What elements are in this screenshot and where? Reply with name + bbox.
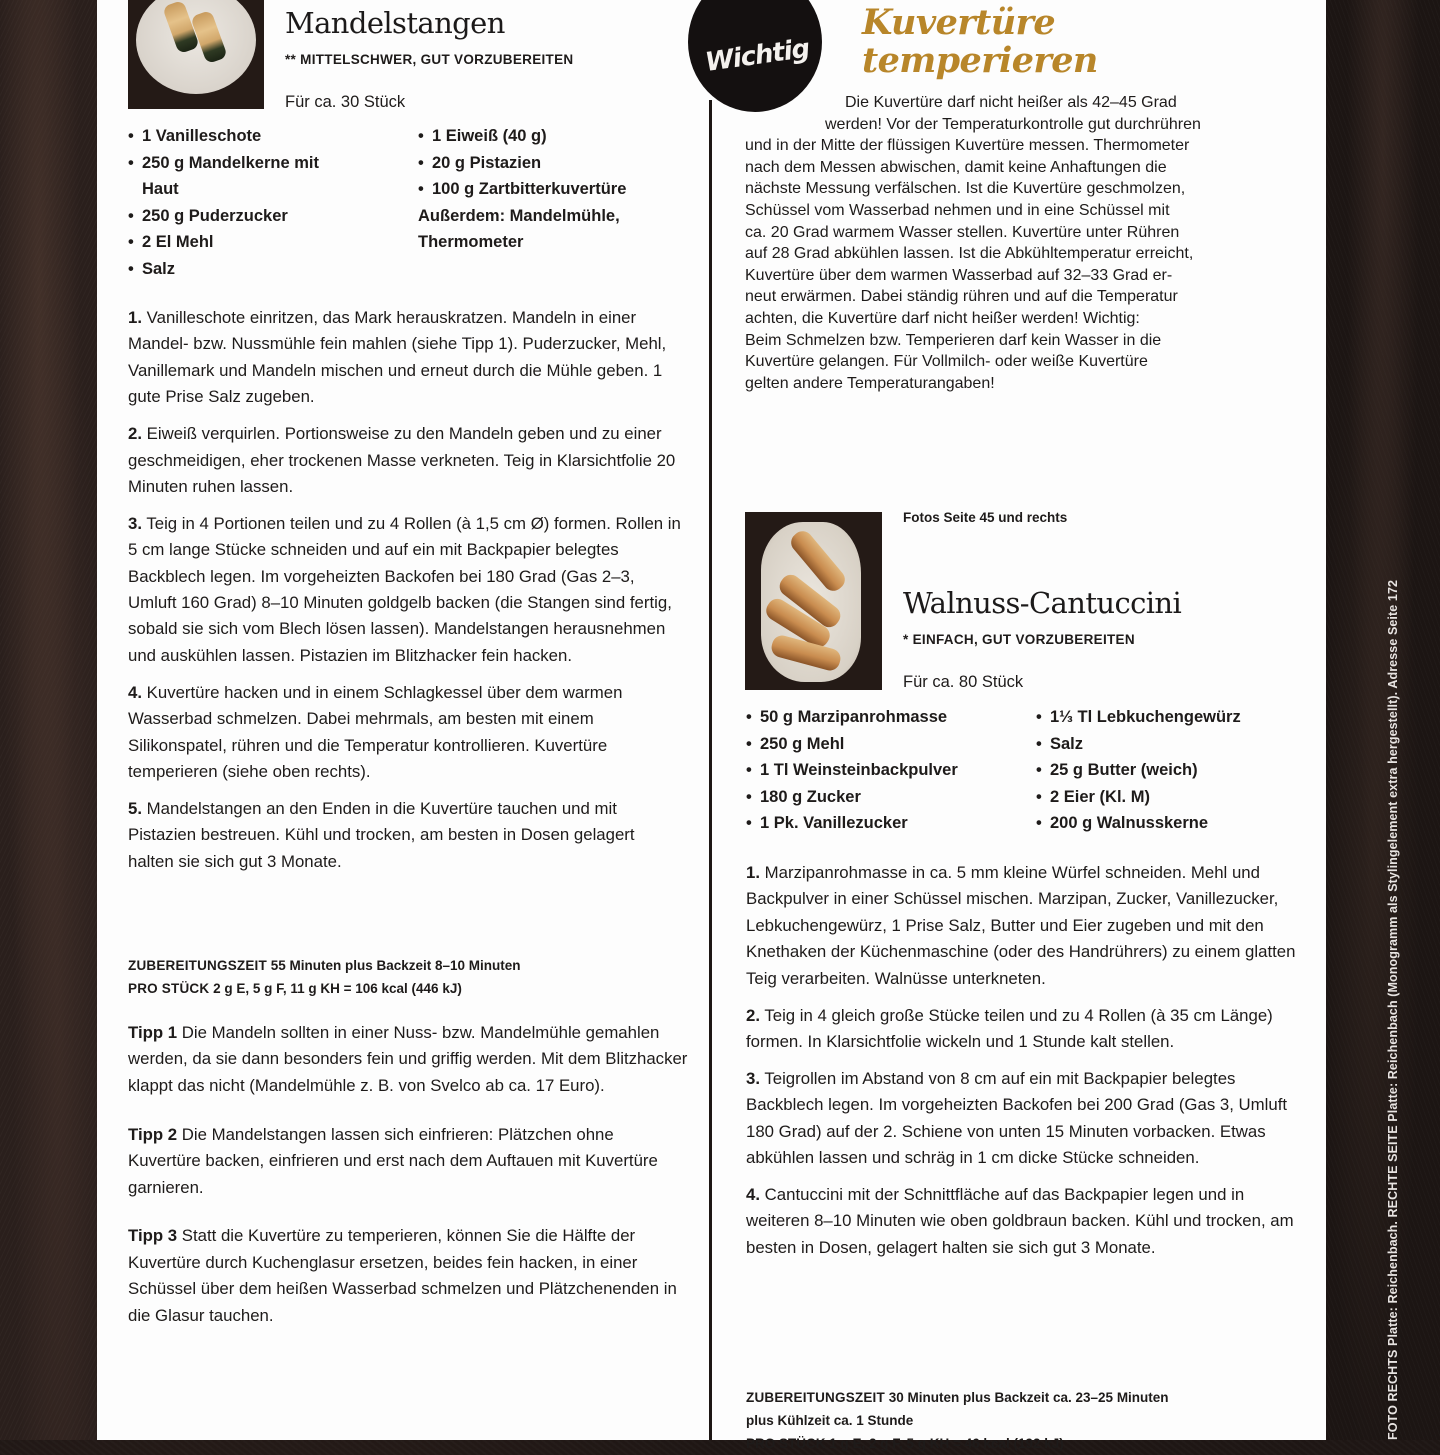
step-1 [128, 305, 683, 411]
step-text: Marzipanrohmasse in ca. 5 mm kleine Würfel schneiden. Mehl und Backpulver in einer Schüssel mischen. Marzipan, Zucker, Vanillezucker, Lebkuchengewürz, 1 Prise Salz, Butter und Eier zugeben und mit den Knethaken der Küchenmaschine (oder des Handrührers) zu einem glatten Teig verarbeiten. Walnüsse unterkneten. [746, 863, 1296, 988]
ingredient-item: • Salz [128, 256, 319, 283]
ingredient-item: • 200 g Walnusskerne [1036, 810, 1241, 837]
step-number: 3. [746, 1068, 760, 1088]
photo-caption: Fotos Seite 45 und rechts [903, 510, 1068, 525]
ingredient-item: • 20 g Pistazien [418, 150, 626, 177]
instructions-mandelstangen [128, 305, 683, 886]
step-number: 5. [128, 798, 142, 818]
text-line: neut erwärmen. Dabei ständig rühren und auf die Temperatur [745, 288, 1178, 306]
text-line: auf 28 Grad abkühlen lassen. Ist die Abkühltemperatur erreicht, [745, 245, 1194, 263]
ingredient-item: • 1 Tl Weinsteinbackpulver [746, 757, 958, 784]
ingredients-list-col2 [418, 123, 626, 256]
ingredient-item: • 1 Pk. Vanillezucker [746, 810, 958, 837]
background-texture-left [0, 0, 97, 1440]
text-line: achten, die Kuvertüre darf nicht heißer werden! Wichtig: [745, 309, 1140, 327]
ingredients-list-col1 [746, 704, 958, 837]
step-4 [746, 1182, 1296, 1261]
step-text: Mandelstangen an den Enden in die Kuvertüre tauchen und mit Pistazien bestreuen. Kühl und trocken, am besten in Dosen gelagert halten sie sich gut 3 Monate. [128, 798, 635, 871]
step-3 [128, 511, 683, 669]
tip-text: Die Mandeln sollten in einer Nuss- bzw. Mandelmühle gemahlen werden, da sie dann besonders fein und griffig werden. Mit dem Blitzhacker klappt das nicht (Mandelmühle z. B. von Svelco ab ca. 17 Euro). [128, 1023, 688, 1095]
tip-3 [128, 1223, 688, 1329]
cantuccini-photo [745, 512, 882, 690]
step-text: Vanilleschote einritzen, das Mark herauskratzen. Mandeln in einer Mandel- bzw. Nussmühle fein mahlen (siehe Tipp 1). Puderzucker, Mehl, Vanillemark und Mandeln mischen und erneut durch die Mühle geben. 1 gute Prise Salz zugeben. [128, 308, 667, 407]
ingredient-item: • 250 g Puderzucker [128, 203, 319, 230]
ingredient-item: • 50 g Marzipanrohmasse [746, 704, 958, 731]
equipment-note: Außerdem: Mandelmühle, [418, 206, 620, 225]
nutrition-info-cantuccini [746, 1386, 1169, 1455]
photo-credit-strip: FOTO RECHTS Platte: Reichenbach. RECHTE SEITE Platte: Reichenbach (Monogramm als Stylingelement extra hergestellt). Adresse Seite 172 [1386, 579, 1400, 1440]
tip-text: Statt die Kuvertüre zu temperieren, können Sie die Hälfte der Kuvertüre durch Kuchenglasur ersetzen, beides fein hacken, in einer Schüssel über dem heißen Wasserbad schmelzen und Plätzchenenden in die Glasur tauchen. [128, 1226, 677, 1325]
text-line: Beim Schmelzen bzw. Temperieren darf kein Wasser in die [745, 331, 1162, 349]
chill-time: plus Kühlzeit ca. 1 Stunde [746, 1413, 914, 1428]
background-texture-right [1326, 0, 1440, 1440]
step-1 [746, 860, 1296, 992]
tip-label: Tipp 3 [128, 1226, 178, 1246]
recipe-title-mandelstangen: Mandelstangen [285, 6, 505, 40]
ingredient-item: • Salz [1036, 731, 1241, 758]
step-number: 4. [746, 1184, 760, 1204]
text-line: nach dem Messen abwischen, damit keine Anhaftungen die [745, 158, 1167, 176]
step-2 [128, 421, 683, 500]
title-line: temperieren [862, 40, 1098, 81]
prep-time: ZUBEREITUNGSZEIT 55 Minuten plus Backzeit 8–10 Minuten [128, 958, 521, 973]
ingredient-item: • 250 g Mandelkerne mit [128, 150, 319, 177]
step-text: Cantuccini mit der Schnittfläche auf das Backpapier legen und in weiteren 8–10 Minuten wie oben goldbraun backen. Kühl und trocken, am besten in Dosen, gelagert halten sie sich gut 3 Monate. [746, 1184, 1294, 1257]
step-5 [128, 796, 683, 875]
step-4 [128, 680, 683, 786]
tip-2 [128, 1122, 688, 1201]
text-line: Kuvertüre gelangen. Für Vollmilch- oder weiße Kuvertüre [745, 353, 1148, 371]
title-line: Kuvertüre [862, 2, 1056, 43]
column-divider [709, 100, 712, 1440]
text-line: Die Kuvertüre darf nicht heißer als 42–45 Grad [845, 94, 1177, 111]
text-line: nächste Messung verfälschen. Ist die Kuvertüre geschmolzen, [745, 180, 1186, 198]
per-piece-nutrition: PRO STÜCK 2 g E, 5 g F, 11 g KH = 106 kcal (446 kJ) [128, 981, 462, 996]
step-3 [746, 1066, 1296, 1172]
tips-section [128, 1020, 688, 1352]
step-text: Teig in 4 Portionen teilen und zu 4 Rollen (à 1,5 cm Ø) formen. Rollen in 5 cm lange Stücke schneiden und auf ein mit Backpapier belegtes Backblech legen. Im vorgeheizten Backofen bei 180 Grad (Gas 2–3, Umluft 160 Grad) 8–10 Minuten goldgelb backen (die Stangen sind fertig, sobald sie sich vom Blech lösen lassen). Mandelstangen herausnehmen und auskühlen lassen. Pistazien im Blitzhacker fein hacken. [128, 513, 681, 665]
prep-time: ZUBEREITUNGSZEIT 30 Minuten plus Backzeit ca. 23–25 Minuten [746, 1390, 1169, 1405]
step-text: Teigrollen im Abstand von 8 cm auf ein mit Backpapier belegtes Backblech legen. Im vorgeheizten Backofen bei 200 Grad (Gas 3, Umluft 180 Grad) auf der 2. Schiene von unten 15 Minuten vorbacken. Etwas abkühlen lassen und schräg in 1 cm dicke Stücke schneiden. [746, 1068, 1288, 1168]
yield-label: Für ca. 80 Stück [903, 673, 1024, 691]
info-box-title [862, 4, 1098, 80]
step-number: 2. [128, 424, 142, 444]
ingredient-item: • 100 g Zartbitterkuvertüre [418, 176, 626, 203]
recipe-title-cantuccini: Walnuss-Cantuccini [903, 586, 1182, 620]
ingredient-item: • 250 g Mehl [746, 731, 958, 758]
difficulty-label: * EINFACH, GUT VORZUBEREITEN [903, 632, 1135, 647]
per-piece-nutrition: PRO STÜCK 1 g E, 2 g F, 5 g KH = 46 kcal (192 kJ) [746, 1436, 1064, 1451]
step-number: 4. [128, 682, 142, 702]
text-line: Schüssel vom Wasserbad nehmen und in eine Schüssel mit [745, 201, 1170, 219]
ingredient-item: • 25 g Butter (weich) [1036, 757, 1241, 784]
badge-label: Wichtig [703, 33, 811, 78]
step-number: 2. [746, 1005, 760, 1025]
tip-label: Tipp 2 [128, 1124, 178, 1144]
ingredient-item-continued: Haut [142, 180, 179, 198]
instructions-cantuccini [746, 860, 1296, 1272]
difficulty-label: ** MITTELSCHWER, GUT VORZUBEREITEN [285, 52, 574, 67]
ingredient-item: • 180 g Zucker [746, 784, 958, 811]
step-2 [746, 1003, 1296, 1056]
step-number: 1. [746, 863, 760, 882]
info-box-text [745, 92, 1285, 394]
ingredients-list-col1 [128, 123, 319, 282]
ingredient-item: • 2 El Mehl [128, 229, 319, 256]
ingredient-item: • 1⅓ Tl Lebkuchengewürz [1036, 704, 1241, 731]
step-text: Teig in 4 gleich große Stücke teilen und zu 4 Rollen (à 35 cm Länge) formen. In Klarsichtfolie wickeln und 1 Stunde kalt stellen. [746, 1005, 1273, 1051]
nutrition-info-mandelstangen [128, 954, 521, 1000]
tip-text: Die Mandelstangen lassen sich einfrieren: Plätzchen ohne Kuvertüre backen, einfrieren und erst nach dem Auftauen mit Kuvertüre garnieren. [128, 1124, 658, 1197]
ingredient-item: • 1 Eiweiß (40 g) [418, 123, 626, 150]
yield-label: Für ca. 30 Stück [285, 93, 406, 111]
step-text: Kuvertüre hacken und in einem Schlagkessel über dem warmen Wasserbad schmelzen. Dabei mehrmals, am besten mit einem Silikonspatel, rühren und die Temperatur kontrollieren. Kuvertüre temperieren (siehe oben rechts). [128, 682, 623, 781]
text-line: werden! Vor der Temperaturkontrolle gut durchrühren [825, 115, 1201, 133]
text-line: Kuvertüre über dem warmen Wasserbad auf 32–33 Grad er- [745, 266, 1173, 284]
step-text: Eiweiß verquirlen. Portionsweise zu den Mandeln geben und zu einer geschmeidigen, eher trockenen Masse verkneten. Teig in Klarsichtfolie 20 Minuten ruhen lassen. [128, 424, 676, 496]
equipment-note: Thermometer [418, 233, 524, 251]
ingredients-list-col2 [1036, 704, 1241, 837]
text-line: gelten andere Temperaturangaben! [745, 374, 995, 392]
text-line: und in der Mitte der flüssigen Kuvertüre messen. Thermometer [745, 137, 1190, 155]
ingredient-item: • 2 Eier (Kl. M) [1036, 784, 1241, 811]
ingredient-item: • 1 Vanilleschote [128, 123, 319, 150]
tip-1 [128, 1020, 688, 1099]
text-line: ca. 20 Grad warmem Wasser stellen. Kuvertüre unter Rühren [745, 223, 1180, 241]
step-number: 3. [128, 513, 142, 533]
step-number: 1. [128, 308, 142, 327]
mandelstangen-photo [128, 0, 264, 109]
tip-label: Tipp 1 [128, 1023, 178, 1042]
